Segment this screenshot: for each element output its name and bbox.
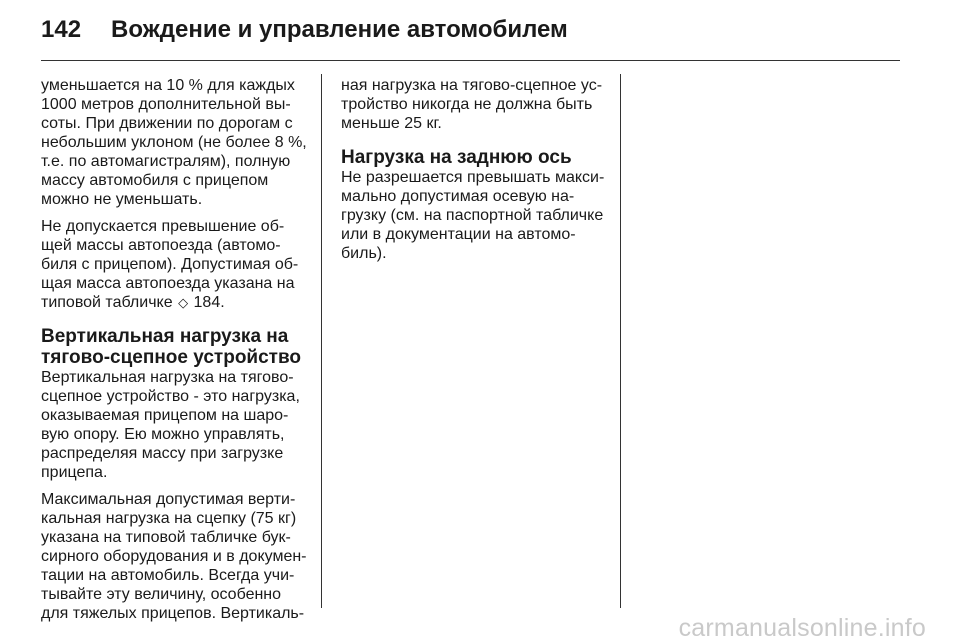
text-line: тации на автомобиль. Всегда учи- (41, 567, 295, 584)
text-line: щей массы автопоезда (автомо- (41, 237, 281, 254)
paragraph-max-vertical-load (41, 490, 313, 623)
text-line: небольшим уклоном (не более 8 %, (41, 134, 307, 151)
text-line: для тяжелых прицепов. Вертикаль- (41, 605, 305, 622)
text-line: сирного оборудования и в докумен- (41, 548, 307, 565)
page-reference[interactable]: 184. (193, 294, 225, 311)
text-line: мально допустимая осевую на- (341, 188, 575, 205)
page-title: Вождение и управление автомобилем (111, 16, 568, 43)
text-line: тывайте эту величину, особенно (41, 586, 282, 603)
column-divider-left (321, 74, 322, 608)
column-divider-right (620, 74, 621, 608)
text-line: Вертикальная нагрузка на тягово- (41, 369, 294, 386)
text-line (41, 293, 313, 312)
page-number: 142 (41, 16, 82, 43)
text-line: 1000 метров дополнительной вы- (41, 96, 291, 113)
text-line: Максимальная допустимая верти- (41, 491, 296, 508)
text-line: соты. При движении по дорогам с (41, 115, 293, 132)
text-line: вую опору. Ею можно управлять, (41, 426, 285, 443)
text-line: оказываемая прицепом на шаро- (41, 407, 289, 424)
text-line: массу автомобиля с прицепом (41, 172, 269, 189)
section-heading-rear-axle (341, 147, 613, 168)
text-fragment: типовой табличке (41, 294, 173, 311)
arrow-ref-icon: ◇ (178, 295, 189, 310)
page-header (41, 16, 568, 48)
text-column-1 (41, 76, 313, 631)
text-line: биля с прицепом). Допустимая об- (41, 256, 299, 273)
text-line: Не допускается превышение об- (41, 218, 285, 235)
paragraph-altitude (41, 76, 313, 209)
text-line: ная нагрузка на тягово-сцепное ус- (341, 77, 603, 94)
text-line: Не разрешается превышать макси- (341, 169, 605, 186)
paragraph-min-vertical-load (341, 76, 613, 133)
text-line: т.е. по автомагистралям), полную (41, 153, 291, 170)
heading-line: тягово-сцепное устройство (41, 347, 302, 368)
text-line: распределяя массу при загрузке (41, 445, 284, 462)
paragraph-vertical-load-definition (41, 368, 313, 482)
text-line: прицепа. (41, 464, 108, 481)
text-line: или в документации на автомо- (341, 226, 576, 243)
section-heading-vertical-load (41, 326, 313, 368)
text-line: биль). (341, 245, 387, 262)
heading-line: Нагрузка на заднюю ось (341, 147, 572, 168)
heading-line: Вертикальная нагрузка на (41, 326, 289, 347)
text-column-2 (341, 76, 613, 271)
text-line: кальная нагрузка на сцепку (75 кг) (41, 510, 297, 527)
text-line: щая масса автопоезда указана на (41, 275, 295, 292)
text-line: указана на типовой табличке бук- (41, 529, 291, 546)
text-line: можно не уменьшать. (41, 191, 203, 208)
text-line: тройство никогда не должна быть (341, 96, 593, 113)
header-rule (41, 60, 900, 61)
paragraph-gross-weight (41, 217, 313, 312)
text-line: сцепное устройство - это нагрузка, (41, 388, 300, 405)
text-line: уменьшается на 10 % для каждых (41, 77, 295, 94)
text-line: меньше 25 кг. (341, 115, 442, 132)
paragraph-rear-axle-load (341, 168, 613, 263)
watermark: carmanualsonline.info (678, 614, 926, 642)
text-line: грузку (см. на паспортной табличке (341, 207, 604, 224)
